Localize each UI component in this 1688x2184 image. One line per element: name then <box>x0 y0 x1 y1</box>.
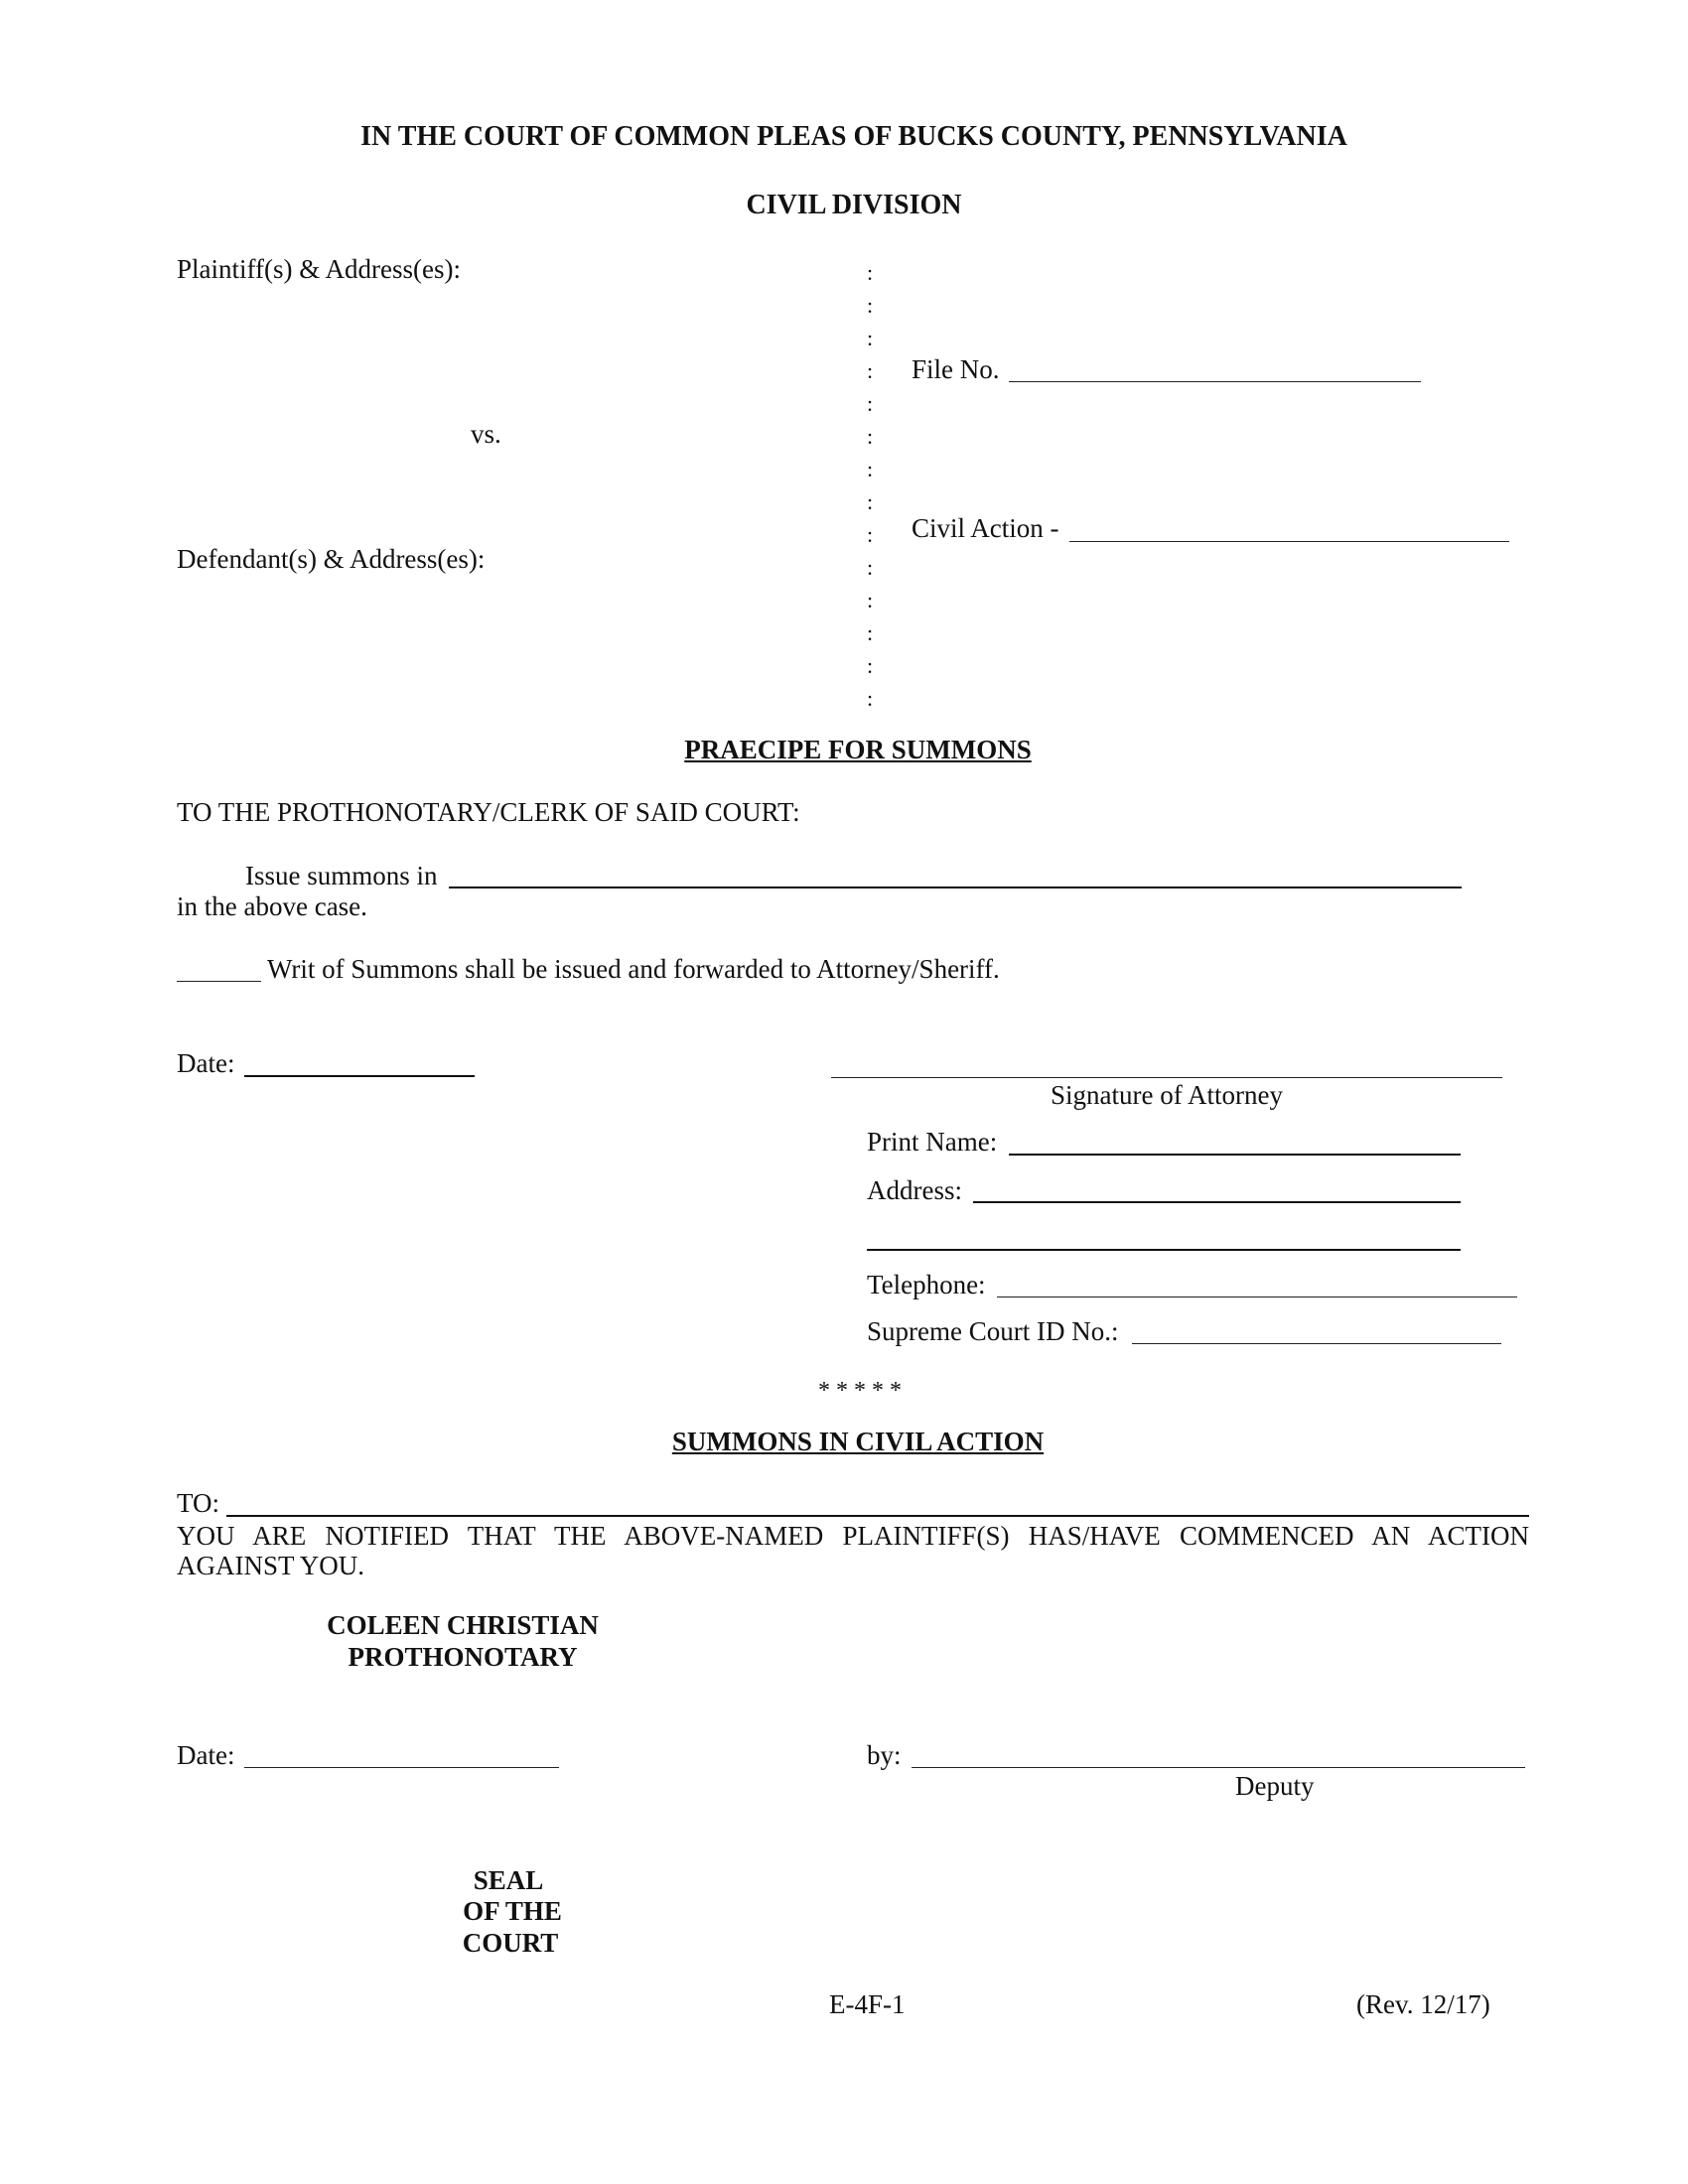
print-name-label: Print Name: <box>867 1127 998 1157</box>
section-separator: * * * * * <box>818 1378 902 1404</box>
praecipe-title: PRAECIPE FOR SUMMONS <box>684 735 1032 764</box>
court-heading: IN THE COURT OF COMMON PLEAS OF BUCKS COUNTY, PENNSYLVANIA <box>360 121 1347 152</box>
notice-line-2: AGAINST YOU. <box>177 1551 364 1580</box>
praecipe-date-field[interactable] <box>244 1075 475 1077</box>
summons-to-label: TO: <box>177 1488 220 1518</box>
colon-mark: : <box>867 522 874 547</box>
prothonotary-title: PROTHONOTARY <box>348 1642 578 1672</box>
address-field-line1[interactable] <box>973 1201 1461 1203</box>
revision-date: (Rev. 12/17) <box>1356 1989 1490 2019</box>
colon-mark: : <box>867 620 874 645</box>
summons-title: SUMMONS IN CIVIL ACTION <box>671 1427 1045 1456</box>
vs-label: vs. <box>471 419 501 449</box>
colon-mark: : <box>867 391 874 416</box>
address-label: Address: <box>867 1175 962 1205</box>
civil-action-label: Civil Action - <box>912 513 1059 543</box>
form-code: E-4F-1 <box>829 1989 906 2019</box>
seal-line-1: SEAL <box>473 1865 544 1895</box>
colon-mark: : <box>867 326 874 350</box>
deputy-signature-field[interactable] <box>912 1767 1525 1768</box>
attorney-signature-field[interactable] <box>831 1077 1502 1078</box>
division-heading: CIVIL DIVISION <box>746 190 962 220</box>
file-no-label: File No. <box>912 354 1000 384</box>
summons-to-field[interactable] <box>226 1515 1529 1517</box>
by-label: by: <box>867 1740 902 1770</box>
colon-mark: : <box>867 424 874 449</box>
summons-date-label: Date: <box>177 1740 235 1770</box>
print-name-field[interactable] <box>1009 1154 1461 1156</box>
signature-label: Signature of Attorney <box>1051 1080 1283 1110</box>
colon-mark: : <box>867 653 874 678</box>
above-case-text: in the above case. <box>177 891 367 921</box>
file-no-field[interactable] <box>1009 381 1421 382</box>
colon-mark: : <box>867 588 874 613</box>
colon-mark: : <box>867 293 874 318</box>
notice-line-1: YOU ARE NOTIFIED THAT THE ABOVE-NAMED PLAINTIFF(S) HAS/HAVE COMMENCED AN ACTION <box>177 1521 1529 1551</box>
colon-mark: : <box>867 358 874 383</box>
colon-mark: : <box>867 489 874 514</box>
supreme-court-id-label: Supreme Court ID No.: <box>867 1316 1119 1346</box>
colon-mark: : <box>867 555 874 580</box>
seal-line-3: COURT <box>462 1928 559 1958</box>
issue-summons-field[interactable] <box>449 887 1462 888</box>
civil-action-field[interactable] <box>1069 541 1509 542</box>
address-field-line2[interactable] <box>867 1249 1461 1251</box>
deputy-label: Deputy <box>1235 1771 1315 1801</box>
writ-text: Writ of Summons shall be issued and forwarded to Attorney/Sheriff. <box>267 954 1000 984</box>
seal-line-2: OF THE <box>463 1896 562 1926</box>
prothonotary-name: COLEEN CHRISTIAN <box>327 1610 599 1640</box>
colon-mark: : <box>867 686 874 711</box>
praecipe-date-label: Date: <box>177 1048 235 1078</box>
writ-checkbox-blank[interactable] <box>177 981 261 982</box>
issue-summons-label: Issue summons in <box>245 861 438 890</box>
plaintiff-label: Plaintiff(s) & Address(es): <box>177 254 461 284</box>
colon-mark: : <box>867 457 874 481</box>
telephone-label: Telephone: <box>867 1270 986 1299</box>
summons-date-field[interactable] <box>244 1767 559 1768</box>
praecipe-to-line: TO THE PROTHONOTARY/CLERK OF SAID COURT: <box>177 797 800 827</box>
defendant-label: Defendant(s) & Address(es): <box>177 544 486 574</box>
supreme-court-id-field[interactable] <box>1132 1343 1501 1344</box>
caption-divider <box>867 256 877 715</box>
colon-mark: : <box>867 260 874 285</box>
